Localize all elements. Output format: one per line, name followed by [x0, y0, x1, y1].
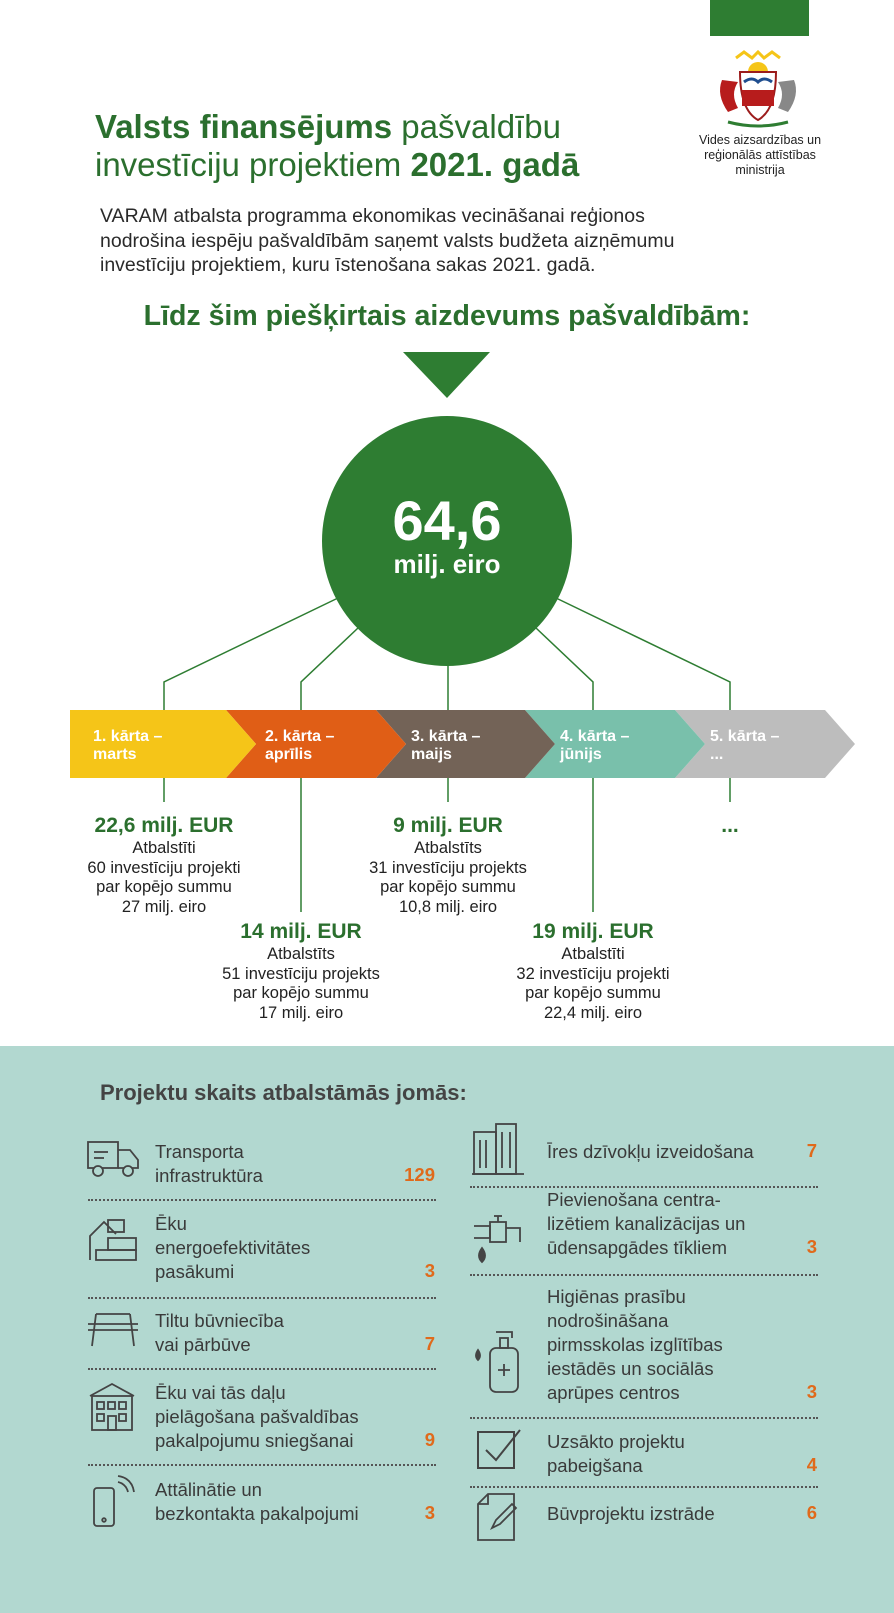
divider [88, 1368, 436, 1370]
building-insulation-icon [86, 1214, 140, 1262]
stage-2-label: 2. kārta – aprīlis [265, 728, 335, 763]
result-stage-3: 9 milj. EUR Atbalstīts 31 investīciju projekts par kopējo summu 10,8 milj. eiro [369, 814, 527, 916]
area-energy-efficiency: Ēku energoefektivitātes pasākumi [155, 1213, 311, 1282]
loan-subtitle: Līdz šim piešķirtais aizdevums pašvaldībām: [143, 300, 751, 332]
total-value: 64,6 [392, 489, 502, 552]
count-bridges: 7 [424, 1333, 435, 1354]
divider [470, 1417, 818, 1419]
result-stage-1: 22,6 milj. EUR Atbalstīti 60 investīciju projekti par kopējo summu 27 milj. eiro [87, 814, 241, 916]
municipal-building-icon [86, 1382, 138, 1432]
intro-text: VARAM atbalsta programma ekonomikas vecināšanai reģionos nodrošina iespēju pašvaldībām saņemt valsts budžeta aizņēmumu investīciju projektiem, kuru īstenošana sakas 2021. gadā. [100, 205, 675, 276]
stage-1-label: 1. kārta – marts [93, 728, 163, 763]
divider [88, 1297, 436, 1299]
count-water-sewer: 3 [806, 1236, 817, 1257]
area-transport: Transporta infrastruktūra [155, 1141, 263, 1186]
checkbox-icon [474, 1424, 524, 1472]
count-hygiene: 3 [806, 1381, 817, 1402]
count-remote-services: 3 [424, 1502, 435, 1523]
area-remote-services: Attālinātie un bezkontakta pakalpojumi [155, 1479, 359, 1524]
bridge-icon [86, 1312, 140, 1348]
area-design: Būvprojektu izstrāde [547, 1503, 715, 1524]
apartment-buildings-icon [470, 1122, 526, 1176]
count-energy-efficiency: 3 [424, 1260, 435, 1281]
count-project-completion: 4 [806, 1454, 817, 1475]
area-water-sewer: Pievienošana centra- lizētiem kanalizācijas un ūdensapgādes tīkliem [547, 1189, 746, 1258]
result-stage-2: 14 milj. EUR Atbalstīts 51 investīciju projekts par kopējo summu 17 milj. eiro [222, 920, 380, 1022]
page-title: Valsts finansējums pašvaldību investīciju projektiem 2021. gadā [95, 108, 580, 183]
count-design: 6 [806, 1502, 817, 1523]
truck-icon [86, 1138, 140, 1180]
divider [88, 1199, 436, 1201]
ministry-name: Vides aizsardzības un reģionālās attīstības ministrija [698, 133, 822, 177]
phone-wireless-icon [90, 1472, 136, 1528]
area-project-completion: Uzsākto projektu pabeigšana [547, 1431, 685, 1476]
stage-4-label: 4. kārta – jūnijs [560, 728, 630, 763]
water-tap-icon [472, 1212, 524, 1266]
total-amount [322, 489, 572, 579]
count-rental-apartments: 7 [806, 1140, 817, 1161]
document-pencil-icon [474, 1492, 524, 1542]
divider [88, 1464, 436, 1466]
count-transport: 129 [404, 1164, 435, 1185]
sanitizer-icon [472, 1330, 524, 1396]
result-stage-4: 19 milj. EUR Atbalstīti 32 investīciju projekti par kopējo summu 22,4 milj. eiro [516, 920, 670, 1022]
stage-5-label: 5. kārta – ... [710, 728, 780, 763]
divider [470, 1486, 818, 1488]
area-rental-apartments: Īres dzīvokļu izveidošana [547, 1141, 754, 1162]
stage-3-label: 3. kārta – maijs [411, 728, 481, 763]
area-hygiene: Higiēnas prasību nodrošināšana pirmsskolas izglītības iestādēs un sociālās aprūpes centros [547, 1286, 723, 1403]
count-municipal-services: 9 [424, 1429, 435, 1450]
area-municipal-services: Ēku vai tās daļu pielāgošana pašvaldības pakalpojumu sniegšanai [155, 1382, 359, 1451]
areas-title: Projektu skaits atbalstāmās jomās: [100, 1080, 467, 1105]
divider [470, 1274, 818, 1276]
area-bridges: Tiltu būvniecība vai pārbūve [155, 1310, 284, 1355]
result-stage-5: ... [721, 814, 739, 837]
down-arrow-icon [403, 352, 490, 398]
total-unit: milj. eiro [393, 549, 501, 579]
